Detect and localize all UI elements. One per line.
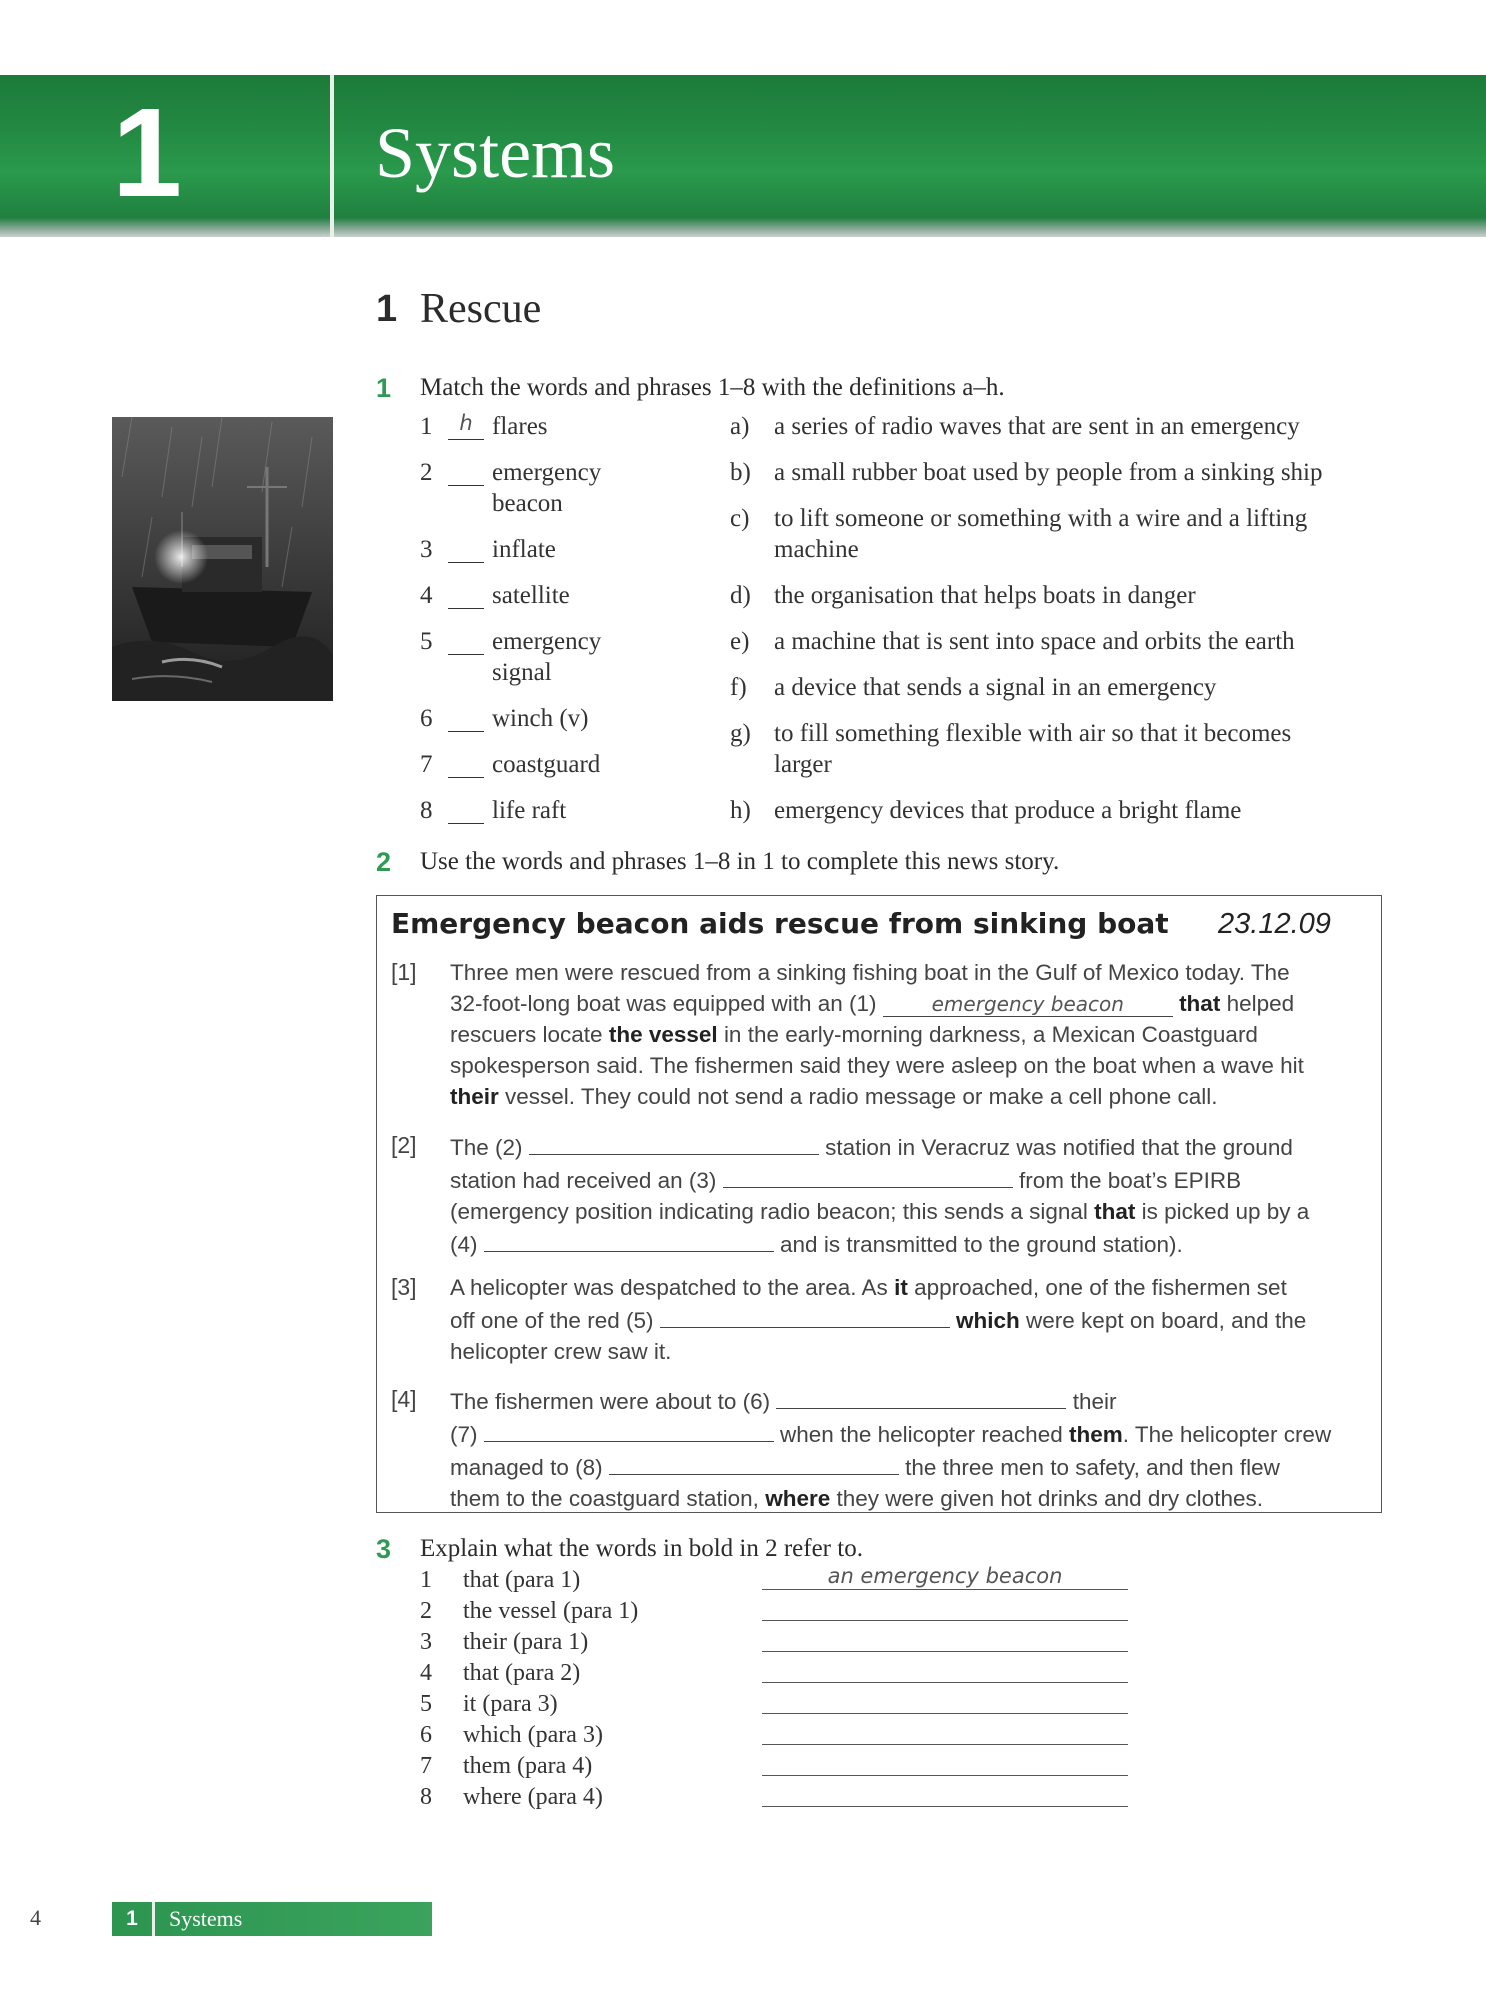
para-line: [450, 1303, 1370, 1336]
paragraph-number: [4]: [391, 1386, 417, 1412]
question-text: it (para 3): [463, 1691, 558, 1717]
para-text: (emergency position indicating radio beacon; this sends a signal: [450, 1199, 1088, 1224]
para-text: The (2): [450, 1135, 523, 1160]
paragraph-number: [1]: [391, 959, 417, 985]
item-term-continued: signal: [492, 659, 552, 686]
answer-line[interactable]: [762, 1780, 1128, 1807]
exercise-3-instruction: Explain what the words in bold in 2 refer to.: [420, 1535, 863, 1562]
handwritten-answer: h: [459, 411, 473, 435]
answer-line[interactable]: [762, 1625, 1128, 1652]
para-text: approached, one of the fishermen set: [914, 1275, 1287, 1300]
definition-text: a machine that is sent into space and orbits the earth: [774, 628, 1295, 655]
item-term: satellite: [492, 582, 570, 609]
answer-blank[interactable]: [448, 457, 484, 486]
question-text: which (para 3): [463, 1722, 603, 1748]
answer-line[interactable]: [762, 1749, 1128, 1776]
answer-blank[interactable]: [448, 749, 484, 778]
exercise-2-instruction: Use the words and phrases 1–8 in 1 to complete this news story.: [420, 848, 1060, 875]
para-text: (4): [450, 1232, 478, 1257]
question-number: 5: [420, 1691, 432, 1717]
exercise-1-instruction: Match the words and phrases 1–8 with the definitions a–h.: [420, 374, 1005, 401]
item-number: 8: [420, 797, 433, 824]
boat-in-storm-image: [112, 417, 333, 701]
definition-letter: a): [730, 413, 750, 440]
question-number: 6: [420, 1722, 432, 1748]
header-divider: [330, 75, 334, 237]
gap-6[interactable]: [776, 1384, 1066, 1409]
gap-3[interactable]: [723, 1163, 1013, 1188]
definition-letter: c): [730, 505, 750, 532]
para-text: A helicopter was despatched to the area. As: [450, 1275, 888, 1300]
definition-letter: d): [730, 582, 751, 609]
para-line: spokesperson said. The fishermen said they were asleep on the boat when a wave hit: [450, 1053, 1304, 1078]
para-text: helped: [1226, 991, 1295, 1016]
definition-text: to fill something flexible with air so that it becomes: [774, 720, 1292, 747]
question-number: 2: [420, 1598, 432, 1624]
question-text: where (para 4): [463, 1784, 603, 1810]
bold-word-that: that: [1094, 1199, 1136, 1224]
item-term-continued: beacon: [492, 490, 563, 517]
answer-blank[interactable]: [448, 795, 484, 824]
item-number: 2: [420, 459, 433, 486]
item-term: emergency: [492, 459, 602, 486]
item-term: emergency: [492, 628, 602, 655]
para-text: were kept on board, and the: [1026, 1308, 1307, 1333]
para-text: managed to (8): [450, 1455, 603, 1480]
gap-4[interactable]: [484, 1227, 774, 1252]
para-text: their: [1072, 1389, 1117, 1414]
question-number: 7: [420, 1753, 432, 1779]
item-term: flares: [492, 413, 548, 440]
footer-unit-title: Systems: [169, 1906, 243, 1931]
para-text: The fishermen were about to (6): [450, 1389, 771, 1414]
answer-blank[interactable]: [448, 626, 484, 655]
definition-text: the organisation that helps boats in danger: [774, 582, 1196, 609]
exercise-1-number: 1: [376, 373, 392, 403]
gap-2[interactable]: [529, 1130, 819, 1155]
exercise-3-number: 3: [376, 1534, 392, 1564]
chapter-header-band: [0, 75, 1486, 237]
item-number: 7: [420, 751, 433, 778]
bold-word-the-vessel: the vessel: [608, 1022, 718, 1047]
para-text: . The helicopter crew: [1122, 1422, 1332, 1447]
para-line: [450, 1384, 1370, 1417]
handwritten-answer: an emergency beacon: [827, 1564, 1063, 1588]
definition-text-continued: larger: [774, 751, 832, 778]
item-number: 5: [420, 628, 433, 655]
bold-word-it: it: [894, 1275, 908, 1300]
definition-text: emergency devices that produce a bright flame: [774, 797, 1242, 824]
exercise-2-number: 2: [376, 847, 392, 877]
answer-line[interactable]: [762, 1594, 1128, 1621]
para-text: is picked up by a: [1141, 1199, 1310, 1224]
definition-text: a device that sends a signal in an emergency: [774, 674, 1217, 701]
fishing-boat-photo: [112, 417, 333, 701]
para-line: [450, 1019, 1370, 1050]
item-number: 6: [420, 705, 433, 732]
definition-letter: b): [730, 459, 751, 486]
item-term: coastguard: [492, 751, 601, 778]
para-text: station had received an (3): [450, 1168, 717, 1193]
question-number: 3: [420, 1629, 432, 1655]
gap-7[interactable]: [484, 1417, 774, 1442]
paragraph-2: [450, 1130, 1370, 1260]
news-date: 23.12.09: [1218, 908, 1331, 940]
definition-text: a series of radio waves that are sent in an emergency: [774, 413, 1300, 440]
question-number: 4: [420, 1660, 432, 1686]
definition-letter: g): [730, 720, 751, 747]
item-term: inflate: [492, 536, 556, 563]
definition-letter: f): [730, 674, 747, 701]
para-line: [450, 1196, 1370, 1227]
gap-5[interactable]: [660, 1303, 950, 1328]
bold-word-that: that: [1179, 991, 1221, 1016]
gap-1[interactable]: emergency beacon: [883, 992, 1173, 1017]
para-text: from the boat’s EPIRB: [1018, 1168, 1242, 1193]
definition-letter: h): [730, 797, 751, 824]
para-line: [450, 1081, 1370, 1112]
footer-divider: [152, 1902, 155, 1936]
footer-unit-number: 1: [126, 1907, 138, 1930]
bold-word-where: where: [765, 1486, 831, 1511]
page-number: 4: [30, 1905, 41, 1930]
para-line: helicopter crew saw it.: [450, 1339, 672, 1364]
paragraph-4: [450, 1384, 1370, 1514]
para-text: rescuers locate: [450, 1022, 603, 1047]
question-text: them (para 4): [463, 1753, 593, 1779]
para-line: [450, 1417, 1370, 1450]
paragraph-number: [3]: [391, 1274, 417, 1300]
para-text: the three men to safety, and then flew: [905, 1455, 1280, 1480]
question-text: that (para 1): [463, 1567, 581, 1593]
answer-line[interactable]: [762, 1687, 1128, 1714]
para-text: vessel. They could not send a radio message or make a cell phone call.: [505, 1084, 1218, 1109]
question-text: the vessel (para 1): [463, 1598, 639, 1624]
footer-unit-bar: [112, 1902, 432, 1936]
question-text: that (para 2): [463, 1660, 581, 1686]
para-text: station in Veracruz was notified that the ground: [825, 1135, 1293, 1160]
gap-8[interactable]: [609, 1450, 899, 1475]
answer-blank[interactable]: [448, 411, 484, 440]
answer-line[interactable]: [762, 1563, 1128, 1590]
question-number: 1: [420, 1567, 432, 1593]
definition-text: a small rubber boat used by people from a sinking ship: [774, 459, 1323, 486]
answer-line[interactable]: [762, 1718, 1128, 1745]
para-text: (7): [450, 1422, 478, 1447]
bold-word-their: their: [450, 1084, 499, 1109]
para-text: they were given hot drinks and dry clothes.: [836, 1486, 1263, 1511]
section-number: 1: [376, 288, 398, 330]
bold-word-them: them: [1069, 1422, 1123, 1447]
definition-letter: e): [730, 628, 750, 655]
para-line: [450, 1163, 1370, 1196]
para-line: [450, 1130, 1370, 1163]
section-title: Rescue: [420, 286, 542, 332]
para-text: them to the coastguard station,: [450, 1486, 759, 1511]
item-number: 1: [420, 413, 433, 440]
chapter-number: 1: [112, 82, 183, 223]
para-line: [450, 988, 1370, 1019]
para-text: in the early-morning darkness, a Mexican Coastguard: [723, 1022, 1258, 1047]
paragraph-1: [450, 957, 1370, 1112]
answer-blank[interactable]: [448, 580, 484, 609]
answer-line[interactable]: [762, 1656, 1128, 1683]
paragraph-number: [2]: [391, 1132, 417, 1158]
question-number: 8: [420, 1784, 432, 1810]
news-headline: Emergency beacon aids rescue from sinking boat: [391, 907, 1169, 940]
definition-text-continued: machine: [774, 536, 859, 563]
chapter-title: Systems: [375, 113, 616, 193]
paragraph-3: [450, 1272, 1370, 1367]
question-text: their (para 1): [463, 1629, 589, 1655]
para-text: 32-foot-long boat was equipped with an (1): [450, 991, 877, 1016]
answer-blank[interactable]: [448, 703, 484, 732]
para-text: off one of the red (5): [450, 1308, 654, 1333]
item-term: winch (v): [492, 705, 589, 732]
para-text: when the helicopter reached: [780, 1422, 1063, 1447]
para-line: [450, 1227, 1370, 1260]
para-line: [450, 1272, 1370, 1303]
para-line: Three men were rescued from a sinking fishing boat in the Gulf of Mexico today. The: [450, 960, 1290, 985]
item-number: 4: [420, 582, 433, 609]
answer-blank[interactable]: [448, 534, 484, 563]
para-text: and is transmitted to the ground station).: [780, 1232, 1183, 1257]
para-line: [450, 1450, 1370, 1483]
item-term: life raft: [492, 797, 567, 824]
bold-word-which: which: [956, 1308, 1020, 1333]
definition-text: to lift someone or something with a wire and a lifting: [774, 505, 1308, 532]
item-number: 3: [420, 536, 433, 563]
para-line: [450, 1483, 1370, 1514]
